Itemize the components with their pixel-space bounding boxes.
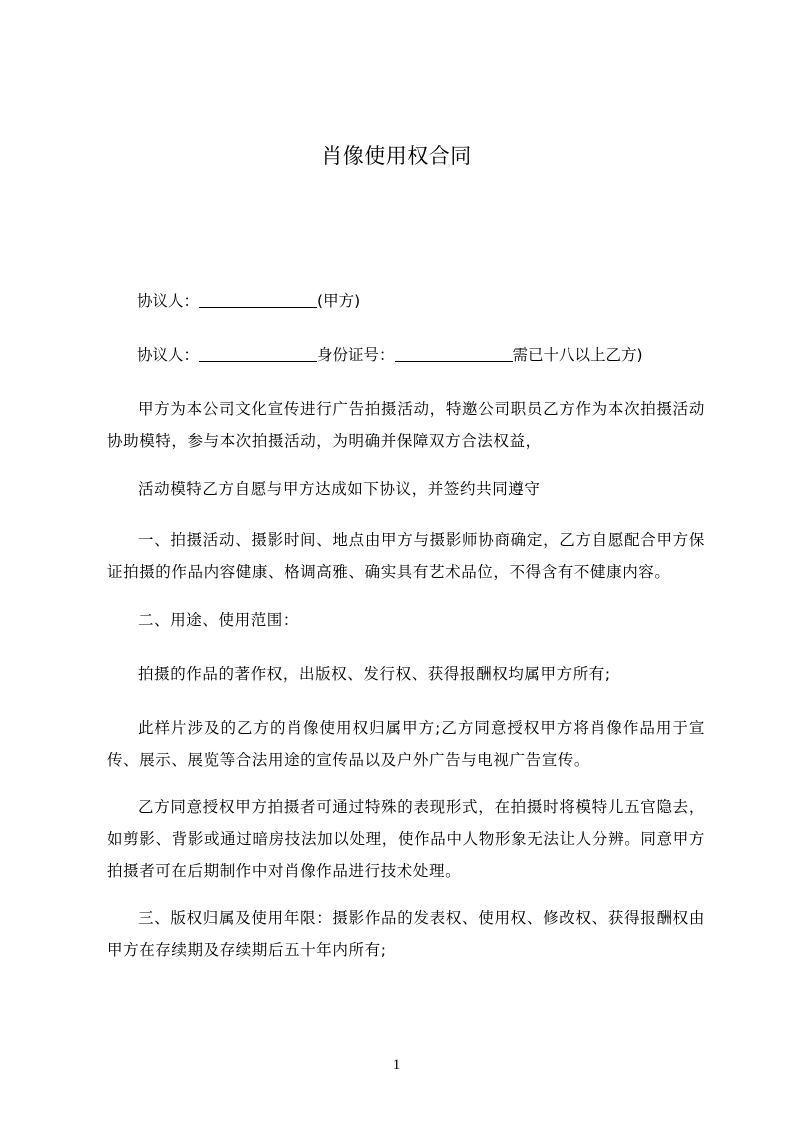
party-b-id-label: 身份证号： [317, 346, 395, 364]
page-number: 1 [392, 1057, 401, 1073]
paragraph-copyright: 拍摄的作品的著作权，出版权、发行权、获得报酬权均属甲方所有; [138, 665, 611, 683]
paragraph-clause-2-heading: 二、用途、使用范围： [138, 611, 300, 629]
party-a-suffix: (甲方) [317, 292, 361, 310]
party-b-line [137, 345, 643, 365]
party-a-name-blank [199, 292, 317, 308]
party-a-line [137, 291, 360, 311]
party-b-name-blank [199, 346, 317, 362]
paragraph-intro: 甲方为本公司文化宣传进行广告拍摄活动，特邀公司职员乙方作为本次拍摄活动协助模特，参与本次拍摄活动，为明确并保障双方合法权益， [107, 400, 705, 450]
paragraph-clause-1: 一、拍摄活动、摄影时间、地点由甲方与摄影师协商确定，乙方自愿配合甲方保证拍摄的作品内容健康、格调高雅、确实具有艺术品位，不得含有不健康内容。 [107, 531, 705, 581]
paragraph-agreement: 活动模特乙方自愿与甲方达成如下协议，并签约共同遵守 [138, 480, 541, 498]
party-b-id-blank [395, 346, 513, 362]
party-b-label: 协议人： [137, 346, 200, 364]
paragraph-special-forms: 乙方同意授权甲方拍摄者可通过特殊的表现形式，在拍摄时将模特儿五官隐去，如剪影、背影或通过暗房技法加以处理，使作品中人物形象无法让人分辨。同意甲方拍摄者可在后期制作中对肖像作品进行技术处理。 [107, 798, 705, 880]
document-title: 肖像使用权合同 [321, 144, 472, 168]
party-b-suffix: 需已十八以上乙方) [512, 346, 643, 364]
party-a-label: 协议人： [137, 292, 200, 310]
paragraph-portrait-rights: 此样片涉及的乙方的肖像使用权归属甲方;乙方同意授权甲方将肖像作品用于宣传、展示、展览等合法用途的宣传品以及户外广告与电视广告宣传。 [107, 719, 705, 769]
paragraph-clause-3: 三、版权归属及使用年限：摄影作品的发表权、使用权、修改权、获得报酬权由甲方在存续期及存续期后五十年内所有; [107, 909, 705, 959]
